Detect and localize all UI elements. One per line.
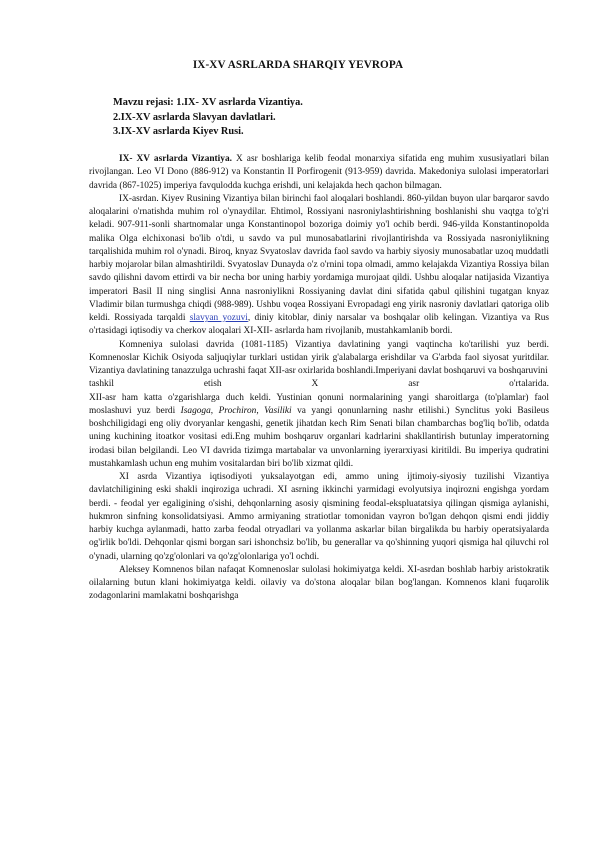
paragraph-text: va yangi qonunlarning nashr etilishi.) Synclitus yoki Basileus boshchiligidagi eng oliy dvoryanlar kengashi, genetik jihatdan kech Rim Senati bilan chambarchas bog'liq bo'lib, odatda uning kuchining itoatkor vositasi edi.Eng muhim boshqaruv organlari kadrlarini shakllantirish butunlay imperatorning irodasi bilan belgilandi. Leo VI davrida tizimga martabalar va unvonlarning iyerarxiyasi kiritildi. Bu imperiya qudratini mustahkamlash uchun eng muhim vositalardan biri bo'lib xizmat qildi. [89,405,549,469]
paragraph-spread-line [89,378,549,391]
paragraph-text: XII-asr ham katta o'zgarishlarga duch keldi. Yustinian qonuni normalarining yangi sharoitlarga (to'plamlar) faol moslashuvi yuz berdi [89,392,549,416]
paragraph-text: , diniy kitoblar, diniy narsalar va boshqalar olib kelingan. Vizantiya va Rus o'rtasidagi iqtisodiy va cherkov aloqalari XI-XII- asrlarda ham rivojlanib, mustahkamlanib bordi. [89,313,549,337]
paragraph-byzantium-intro [89,153,549,193]
spread-word: asr [408,379,420,390]
document-body [89,153,549,604]
spread-word: etish [203,379,222,390]
law-code-isagoga: Isagoga [180,405,211,416]
law-code-vasiliki: Vasilikі [264,405,292,416]
paragraph-text: X asr boshlariga kelib feodal monarxiya sifatida eng muhim xususiyatlari bilan rivojlangan. Leo VI Dono (886-912) va Konstantin II Porfirogenit (913-959) davrida. Makedoniya sulolasi imperatorlari davrida (867-1025) imperiya favqulodda kuchga erishdi, uni kelajakda hech qachon bilmagan. [89,154,549,191]
section-heading: IX- XV asrlarda Vizantiya. [119,154,232,164]
spread-word: X [311,379,319,390]
law-code-prochiron: Prochiron [218,405,257,416]
slavic-script-link[interactable]: slavyan yozuvi [189,313,248,323]
topic-plan [113,96,303,140]
paragraph-text: XI asrda Vizantiya iqtisodiyoti yuksalayotgan edi, ammo uning ijtimoiy-siyosiy tuzilishi Vizantiya davlatchiligining eski shakli inqiroziga uchradi. XI asrning ikkinchi yarmidagi evolyutsiya inqirozni engishga yordam berdi. - feodal yer egaligining o'sishi, dehqonlarning asosiy qismining feodal-ekspluatatsiya qilingan qismiga aylanishi, hukmron sinfning konsolidatsiyasi. Ammo armiyaning stratiotlar tomonidan vayron bo'lgan dehqon qismi endi jiddiy harbiy kuchga aylanmadi, hatto zarba feodal otryadlari va yollanma askarlar bilan birgalikda bu harbiy operatsiyalarda og'irlik bo'ldi. Dehqonlar qismi borgan sari ishonchsiz bo'lib, bu generallar va qo'shinning yuqori qismiga hal qiluvchi rol o'ynadi, ularning qo'zg'olonlari va qo'zg'olonlariga yo'l ochdi. [89,472,549,562]
topic-line-2: 2.IX-XV asrlarda Slavyan davlatlari. [113,111,276,123]
separator: , [256,405,265,416]
spread-word: tashkil [89,379,114,390]
paragraph-text: Aleksey Komnenos bilan nafaqat Komnenoslar sulolasi hokimiyatga keldi. XI-asrdan boshlab harbiy aristokratik oilalarning butun klani hokimiyatga keldi. oilaviy va do'stona aloqalar bilan bog'langan. Komnenos klani fuqarolik zodagonlarini mamlakatni boshqarishga [89,564,549,602]
paragraph-text: IX-asrdan. Kiyev Rusining Vizantiya bilan birinchi faol aloqalari boshlandi. 860-yildan buyon ular barqaror savdo aloqalarini o'rnatishda muhim rol o'ynaydilar. Ehtimol, Rossiyani nasroniylashtirishning boshlanishi shu vaqtga to'g'ri keladi. 907-911-sonli shartnomalar unga Konstantinopol bozoriga doimiy yo'l ochib berdi. 946-yilda Konstantinopolda malika Olga elchixonasi bo'lib o'tdi, u savdo va pul munosabatlarini rivojlantirishda va Rossiyada nasroniylikning tarqalishida muhim rol o'ynadi. Biroq, knyaz Svyatoslav davrida faol savdo va harbiy siyosiy munosabatlar uzoq muddatli harbiy mojarolar bilan almashtirildi. Svyatoslav Dunayda o'z o'rnini topa olmadi, ammo kelajakda Vizantiya Rossiya bilan savdo qilishni davom ettirdi va bir necha bor uning harbiy yordamiga murojaat qildi. Ushbu aloqalar natijasida Vizantiya imperatori Basil II ning singlisi Anna nasroniylikni Rossiyaning davlat dini sifatida qabul qilishini tugatgan knyaz Vladimir bilan turmushga chiqdi (988-989). Ushbu voqea Rossiyani Evropadagi eng yirik nasroniy davlatlari qatoriga olib keldi. Rossiyada tarqaldi [89,193,549,323]
topic-line-3: 3.IX-XV asrlarda Kiyev Rusi. [113,126,244,138]
paragraph-text: Komneniya sulolasi davrida (1081-1185) Vizantiya davlatining yangi vaqtincha ko'tarilishi yuz berdi. Komnenoslar Kichik Osiyoda saljuqiylar turklari ustidan yirik g'alabalarga erishdilar va G'arbda faol siyosat yuritdilar. Vizantiya davlatining tanazzulga uchrashi faqat XII-asr oxirlarida boshlandi.Imperiyani davlat boshqaruvi va boshqaruvini [89,339,549,376]
paragraph-law-reforms [89,392,549,472]
separator: , [210,405,219,416]
topic-line-1: Mavzu rejasi: 1.IX- XV asrlarda Vizantiya. [113,97,303,108]
paragraph-aleksey-komnenos [89,564,549,604]
paragraph-kievan-rus-relations [89,193,549,339]
document-title: IX-XV ASRLARDA SHARQIY YEVROPA [192,59,404,71]
paragraph-komnenos-dynasty [89,339,549,379]
spread-word: o'rtalarida. [509,379,549,390]
paragraph-economy-crisis [89,471,549,564]
